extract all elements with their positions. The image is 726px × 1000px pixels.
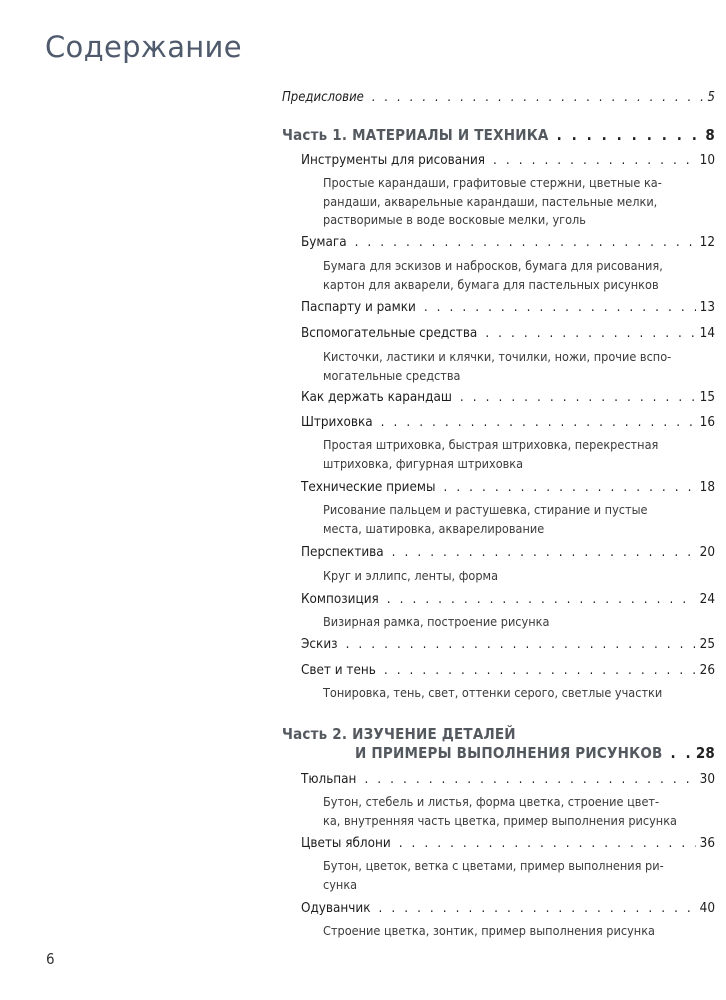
toc-section-title: Бумага xyxy=(301,235,347,250)
toc-section-perspective[interactable] xyxy=(301,545,715,560)
toc-entry-label: Предисловие xyxy=(282,90,364,105)
description-line: картон для акварели, бумага для пастельных рисунков xyxy=(323,276,659,292)
toc-section-description xyxy=(323,857,683,894)
toc-section-title: Технические приемы xyxy=(301,480,436,495)
toc-section-page: 10 xyxy=(699,153,715,168)
dot-leader xyxy=(557,126,702,144)
toc-section-title: Вспомогательные средства xyxy=(301,326,478,341)
toc-section-composition[interactable] xyxy=(301,592,715,607)
description-line: Простые карандаши, графитовые стержни, цветные ка- xyxy=(323,175,662,190)
toc-section-title: Инструменты для рисования xyxy=(301,153,486,168)
toc-section-holding-pencil[interactable] xyxy=(301,390,715,405)
description-line: сунка xyxy=(323,876,358,892)
toc-section-page: 36 xyxy=(699,836,715,851)
toc-section-page: 18 xyxy=(699,480,715,495)
toc-part-1[interactable] xyxy=(282,126,715,144)
dot-leader xyxy=(392,545,696,560)
toc-section-page: 14 xyxy=(699,326,715,341)
toc-section-hatching[interactable] xyxy=(301,415,715,430)
toc-section-page: 26 xyxy=(699,663,715,678)
description-line: Визирная рамка, построение рисунка xyxy=(323,614,550,629)
description-line: Строение цветка, зонтик, пример выполнения рисунка xyxy=(323,923,655,938)
toc-section-page: 30 xyxy=(699,772,715,787)
toc-part-page: 28 xyxy=(695,744,715,762)
description-line: Простая штриховка, быстрая штриховка, перекрестная xyxy=(323,437,659,452)
toc-part-page: 8 xyxy=(705,126,715,144)
toc-section-paper[interactable] xyxy=(301,235,715,250)
toc-section-apple-blossoms[interactable] xyxy=(301,836,715,851)
toc-section-title: Перспектива xyxy=(301,545,384,560)
toc-section-description xyxy=(323,174,683,230)
dot-leader xyxy=(384,663,696,678)
description-line: Бутон, стебель и листья, форма цветка, строение цвет- xyxy=(323,794,660,809)
toc-section-title: Одуванчик xyxy=(301,901,371,916)
toc-section-auxiliary[interactable] xyxy=(301,326,715,341)
toc-section-sketch[interactable] xyxy=(301,637,715,652)
toc-part-2[interactable] xyxy=(355,744,715,762)
toc-section-dandelion[interactable] xyxy=(301,901,715,916)
toc-section-title: Тюльпан xyxy=(301,772,357,787)
toc-section-title: Как держать карандаш xyxy=(301,390,452,405)
dot-leader xyxy=(399,836,696,851)
toc-section-description xyxy=(323,684,683,703)
toc-section-page: 15 xyxy=(699,390,715,405)
description-line: могательные средства xyxy=(323,367,461,383)
dot-leader xyxy=(670,744,691,762)
description-line: Кисточки, ластики и клячки, точилки, ножи, прочие вспо- xyxy=(323,349,672,364)
toc-section-description xyxy=(323,501,683,538)
toc-section-description xyxy=(323,793,683,830)
description-line: места, шатировка, акварелирование xyxy=(323,520,545,536)
toc-part-label: И ПРИМЕРЫ ВЫПОЛНЕНИЯ РИСУНКОВ xyxy=(355,744,663,762)
description-line: растворимые в воде восковые мелки, уголь xyxy=(323,212,586,227)
toc-section-instruments[interactable] xyxy=(301,153,715,168)
dot-leader xyxy=(460,390,696,405)
description-line: Рисование пальцем и растушевка, стирание и пустые xyxy=(323,502,648,517)
toc-section-page: 12 xyxy=(699,235,715,250)
page-title: Содержание xyxy=(45,30,242,64)
dot-leader xyxy=(387,592,696,607)
dot-leader xyxy=(424,300,696,315)
toc-part-label: Часть 1. МАТЕРИАЛЫ И ТЕХНИКА xyxy=(282,126,549,144)
toc-section-description xyxy=(323,922,683,941)
toc-section-title: Паспарту и рамки xyxy=(301,300,416,315)
toc-section-light-shadow[interactable] xyxy=(301,663,715,678)
toc-section-description xyxy=(323,257,683,294)
toc-section-techniques[interactable] xyxy=(301,480,715,495)
toc-section-description xyxy=(323,436,683,473)
dot-leader xyxy=(485,326,695,341)
toc-section-description xyxy=(323,567,683,586)
toc-section-title: Свет и тень xyxy=(301,663,376,678)
description-line: Тонировка, тень, свет, оттенки серого, светлые участки xyxy=(323,685,663,700)
toc-section-page: 13 xyxy=(699,300,715,315)
dot-leader xyxy=(379,901,696,916)
toc-section-title: Штриховка xyxy=(301,415,373,430)
dot-leader xyxy=(372,90,704,105)
toc-section-description xyxy=(323,613,683,632)
toc-section-title: Эскиз xyxy=(301,637,338,652)
toc-section-page: 24 xyxy=(699,592,715,607)
toc-section-passepartout[interactable] xyxy=(301,300,715,315)
toc-section-page: 25 xyxy=(699,637,715,652)
toc-section-title: Цветы яблони xyxy=(301,836,391,851)
description-line: Бумага для эскизов и набросков, бумага для рисования, xyxy=(323,258,663,273)
description-line: штриховка, фигурная штриховка xyxy=(323,455,524,471)
toc-section-tulip[interactable] xyxy=(301,772,715,787)
toc-section-page: 16 xyxy=(699,415,715,430)
description-line: ка, внутренняя часть цветка, пример выполнения рисунка xyxy=(323,812,678,828)
description-line: Бутон, цветок, ветка с цветами, пример выполнения ри- xyxy=(323,858,664,873)
toc-section-page: 40 xyxy=(699,901,715,916)
toc-section-page: 20 xyxy=(699,545,715,560)
dot-leader xyxy=(355,235,696,250)
toc-entry-preface[interactable] xyxy=(282,90,715,105)
dot-leader xyxy=(443,480,695,495)
toc-entry-page: 5 xyxy=(707,90,715,105)
toc-part-2-label-line1[interactable]: Часть 2. ИЗУЧЕНИЕ ДЕТАЛЕЙ xyxy=(282,725,516,743)
dot-leader xyxy=(381,415,696,430)
toc-section-description xyxy=(323,348,683,385)
dot-leader xyxy=(346,637,696,652)
page-number: 6 xyxy=(46,950,55,968)
description-line: Круг и эллипс, ленты, форма xyxy=(323,568,499,583)
dot-leader xyxy=(364,772,695,787)
description-line: рандаши, акварельные карандаши, пастельные мелки, xyxy=(323,193,658,209)
dot-leader xyxy=(493,153,696,168)
toc-section-title: Композиция xyxy=(301,592,379,607)
